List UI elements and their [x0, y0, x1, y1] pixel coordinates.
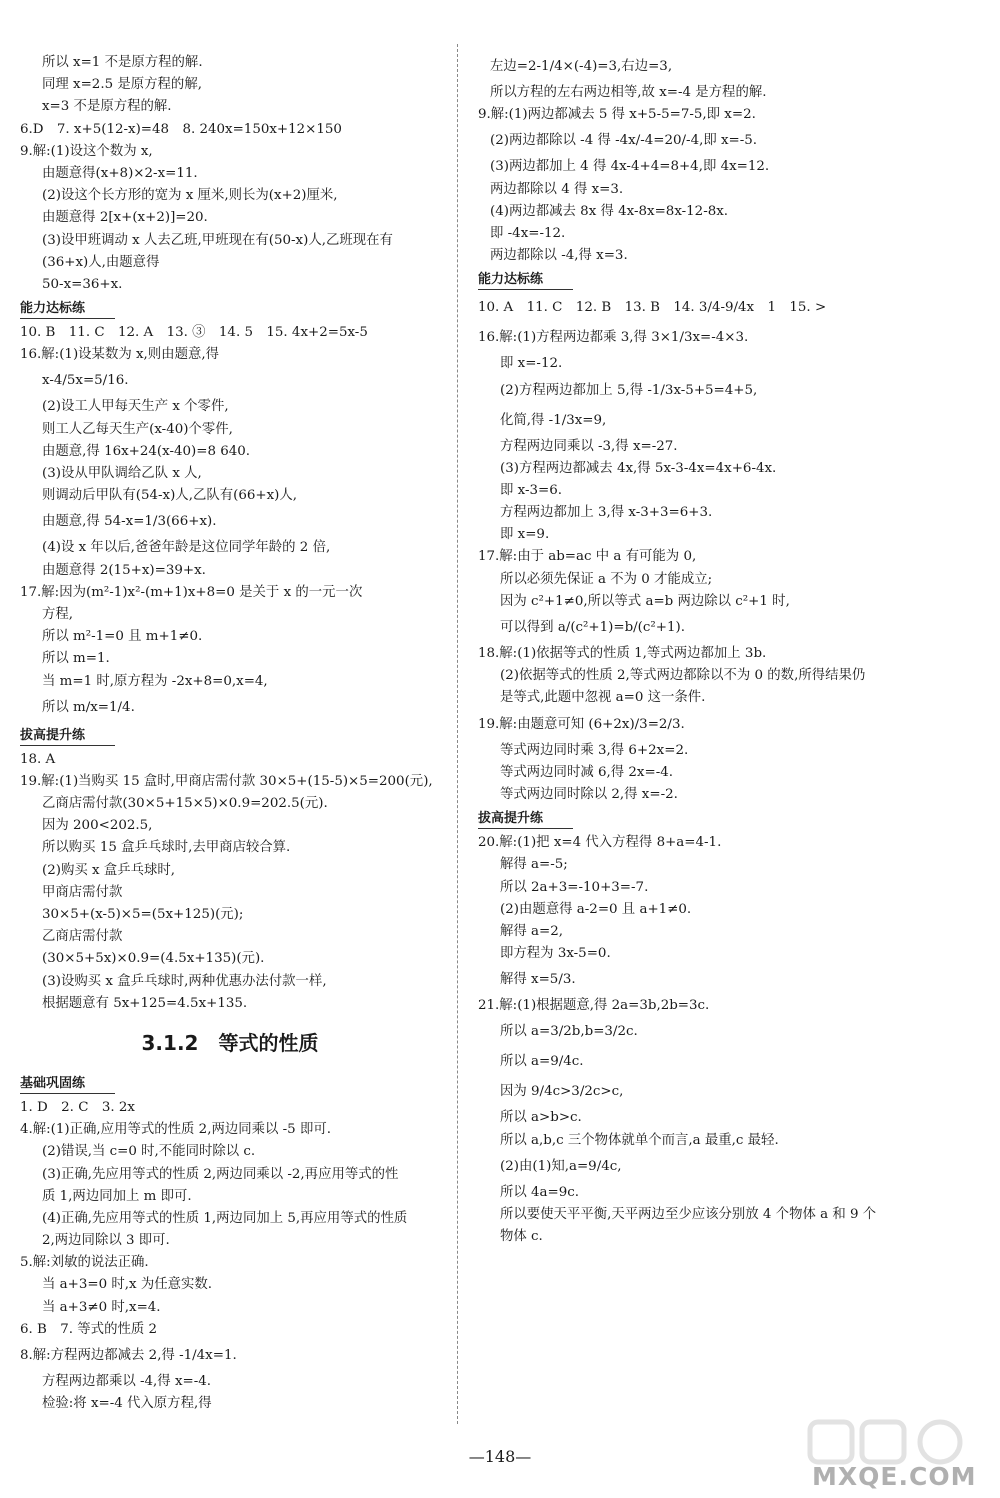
text-line: 即 -4x=-12. [490, 225, 566, 241]
text-line: 所以 4a=9c. [500, 1184, 580, 1200]
text-line: 5.解:刘敏的说法正确. [20, 1255, 149, 1271]
text-line: 2,两边同除以 3 即可. [42, 1233, 170, 1249]
text-line: (2)依据等式的性质 2,等式两边都除以不为 0 的数,所得结果仍 [500, 668, 866, 684]
text-line: (3)方程两边都减去 4x,得 5x-3-4x=4x+6-4x. [500, 460, 777, 476]
text-line: 解得 x=5/3. [500, 972, 576, 988]
text-line: 两边都除以 4 得 x=3. [490, 181, 624, 197]
text-line: 方程, [42, 606, 74, 622]
section-heading: 拔高提升练 [478, 806, 573, 832]
text-line: 所以 m=1. [42, 651, 110, 667]
text-line: (2)方程两边都加上 5,得 -1/3x-5+5=4+5, [500, 382, 758, 398]
text-line: 因为 200<202.5, [42, 818, 153, 834]
text-line: 由题意,得 16x+24(x-40)=8 640. [42, 443, 251, 459]
text-line: 18. A [20, 751, 56, 767]
text-line: (2)设这个长方形的宽为 x 厘米,则长为(x+2)厘米, [42, 188, 338, 204]
text-line: 因为 9/4c>3/2c>c, [500, 1084, 624, 1100]
text-line: 10. A 11. C 12. B 13. B 14. 3/4-9/4x 1 15. > [478, 300, 827, 316]
text-line: 所以 2a+3=-10+3=-7. [500, 879, 649, 895]
section-heading: 能力达标练 [20, 296, 115, 322]
text-line: (3)设甲班调动 x 人去乙班,甲班现在有(50-x)人,乙班现在有 [42, 232, 393, 248]
text-line: 10. B 11. C 12. A 13. ③ 14. 5 15. 4x+2=5x-5 [20, 325, 368, 341]
text-line: 等式两边同时除以 2,得 x=-2. [500, 786, 678, 802]
text-line: 所以 x=1 不是原方程的解. [42, 55, 203, 70]
text-line: 当 a+3≠0 时,x=4. [42, 1299, 161, 1315]
text-line: 20.解:(1)把 x=4 代入方程得 8+a=4-1. [478, 835, 722, 851]
text-line: 方程两边都乘以 -4,得 x=-4. [42, 1374, 212, 1389]
section-title: 3.1.2 等式的性质 [141, 1030, 319, 1055]
text-line: 所以 a=3/2b,b=3/2c. [500, 1024, 638, 1040]
text-line: 即方程为 3x-5=0. [500, 946, 611, 962]
text-line: (4)两边都减去 8x 得 4x-8x=8x-12-8x. [490, 203, 729, 219]
text-line: (3)正确,先应用等式的性质 2,两边同乘以 -2,再应用等式的性 [42, 1166, 399, 1182]
text-line: 方程两边同乘以 -3,得 x=-27. [500, 438, 678, 454]
text-line: 等式两边同时减 6,得 2x=-4. [500, 764, 674, 780]
text-line: 即 x-3=6. [500, 482, 563, 498]
text-line: 化简,得 -1/3x=9, [500, 412, 607, 428]
text-line: 所以 a>b>c. [500, 1110, 582, 1126]
text-line: (3)两边都加上 4 得 4x-4+4=8+4,即 4x=12. [490, 159, 770, 175]
text-line: 9.解:(1)设这个数为 x, [20, 143, 153, 159]
text-line: 17.解:由于 ab=ac 中 a 有可能为 0, [478, 549, 697, 565]
text-line: 所以 a=9/4c. [500, 1054, 584, 1070]
text-line: (2)两边都除以 -4 得 -4x/-4=20/-4,即 x=-5. [490, 133, 758, 149]
text-line: (2)错误,当 c=0 时,不能同时除以 c. [42, 1144, 256, 1160]
text-line: 甲商店需付款 [42, 884, 123, 900]
text-line: 则工人乙每天生产(x-40)个零件, [42, 421, 233, 437]
text-line: 30×5+(x-5)×5=(5x+125)(元); [42, 907, 244, 922]
text-line: 6. B 7. 等式的性质 2 [20, 1321, 158, 1337]
text-line: 18.解:(1)依据等式的性质 1,等式两边都加上 3b. [478, 646, 767, 661]
text-line: x-4/5x=5/16. [42, 373, 129, 389]
text-line: 9.解:(1)两边都减去 5 得 x+5-5=7-5,即 x=2. [478, 107, 756, 123]
text-line: 所以 a,b,c 三个物体就单个而言,a 最重,c 最轻. [500, 1132, 779, 1148]
text-line: 所以 m²-1=0 且 m+1≠0. [42, 629, 203, 645]
text-line: 左边=2-1/4×(-4)=3,右边=3, [490, 59, 673, 74]
text-line: 8.解:方程两边都减去 2,得 -1/4x=1. [20, 1348, 237, 1363]
section-heading: 基础巩固练 [20, 1071, 115, 1097]
text-line: 由题意得 2[x+(x+2)]=20. [42, 210, 208, 226]
text-line: (30×5+5x)×0.9=(4.5x+135)(元). [42, 951, 265, 967]
text-line: 根据题意有 5x+125=4.5x+135. [42, 995, 248, 1011]
text-line: 所以购买 15 盒乒乓球时,去甲商店较合算. [42, 840, 291, 856]
text-line: 两边都除以 -4,得 x=3. [490, 248, 628, 264]
text-line: (2)购买 x 盒乒乓球时, [42, 862, 176, 878]
text-line: 19.解:(1)当购买 15 盒时,甲商店需付款 30×5+(15-5)×5=200(元), [20, 773, 433, 789]
page-number: —148— [468, 1447, 532, 1466]
text-line: 1. D 2. C 3. 2x [20, 1099, 135, 1115]
text-line: 17.解:因为(m²-1)x²-(m+1)x+8=0 是关于 x 的一元一次 [20, 584, 363, 600]
text-line: 等式两边同时乘 3,得 6+2x=2. [500, 742, 689, 758]
text-line: 乙商店需付款 [42, 929, 123, 945]
section-heading: 拔高提升练 [20, 723, 115, 749]
watermark-site: MXQE.COM [812, 1462, 977, 1491]
section-heading: 能力达标练 [478, 267, 573, 293]
text-line: 是等式,此题中忽视 a=0 这一条件. [500, 690, 706, 706]
text-line: 16.解:(1)方程两边都乘 3,得 3×1/3x=-4×3. [478, 330, 749, 346]
text-line: 检验:将 x=-4 代入原方程,得 [42, 1396, 212, 1412]
text-line: 质 1,两边同加上 m 即可. [42, 1188, 192, 1204]
text-line: 则调动后甲队有(54-x)人,乙队有(66+x)人, [42, 488, 298, 504]
text-line: 解得 a=2, [500, 923, 564, 939]
text-line: 当 a+3=0 时,x 为任意实数. [42, 1277, 213, 1293]
text-line: 所以必须先保证 a 不为 0 才能成立; [500, 571, 713, 587]
text-line: 6.D 7. x+5(12-x)=48 8. 240x=150x+12×150 [20, 121, 342, 137]
left-column [20, 52, 440, 1415]
text-line: 所以要使天平平衡,天平两边至少应该分别放 4 个物体 a 和 9 个 [500, 1207, 877, 1222]
text-line: 50-x=36+x. [42, 276, 123, 292]
text-line: 19.解:由题意可知 (6+2x)/3=2/3. [478, 716, 685, 732]
text-line: 由题意,得 54-x=1/3(66+x). [42, 514, 217, 530]
text-line: (4)设 x 年以后,爸爸年龄是这位同学年龄的 2 倍, [42, 540, 331, 556]
text-line: (2)由(1)知,a=9/4c, [500, 1158, 622, 1174]
text-line: 由题意得(x+8)×2-x=11. [42, 165, 198, 181]
text-line: 21.解:(1)根据题意,得 2a=3b,2b=3c. [478, 998, 710, 1014]
text-line: 同理 x=2.5 是原方程的解, [42, 77, 202, 93]
text-line: (2)设工人甲每天生产 x 个零件, [42, 399, 229, 415]
text-line: (4)正确,先应用等式的性质 1,两边同加上 5,再应用等式的性质 [42, 1210, 408, 1226]
text-line: 4.解:(1)正确,应用等式的性质 2,两边同乘以 -5 即可. [20, 1122, 331, 1138]
text-line: (3)设购买 x 盒乒乓球时,两种优惠办法付款一样, [42, 973, 327, 989]
text-line: 所以 m/x=1/4. [42, 699, 135, 715]
text-line: (36+x)人,由题意得 [42, 254, 160, 270]
text-line: 当 m=1 时,原方程为 -2x+8=0,x=4, [42, 673, 268, 689]
text-line: 16.解:(1)设某数为 x,则由题意,得 [20, 347, 220, 363]
column-divider [457, 44, 458, 1424]
text-line: 方程两边都加上 3,得 x-3+3=6+3. [500, 505, 713, 521]
text-line: 可以得到 a/(c²+1)=b/(c²+1). [500, 620, 685, 635]
text-line: x=3 不是原方程的解. [42, 99, 172, 115]
text-line: 物体 c. [500, 1229, 543, 1245]
text-line: 即 x=9. [500, 527, 550, 543]
text-line: 由题意得 2(15+x)=39+x. [42, 562, 206, 578]
right-column [478, 52, 958, 1248]
text-line: 解得 a=-5; [500, 857, 568, 873]
text-line: 所以方程的左右两边相等,故 x=-4 是方程的解. [490, 85, 767, 100]
text-line: 即 x=-12. [500, 356, 563, 372]
text-line: 因为 c²+1≠0,所以等式 a=b 两边除以 c²+1 时, [500, 593, 790, 609]
text-line: (3)设从甲队调给乙队 x 人, [42, 466, 202, 481]
text-line: (2)由题意得 a-2=0 且 a+1≠0. [500, 901, 692, 917]
text-line: 乙商店需付款(30×5+15×5)×0.9=202.5(元). [42, 796, 328, 812]
